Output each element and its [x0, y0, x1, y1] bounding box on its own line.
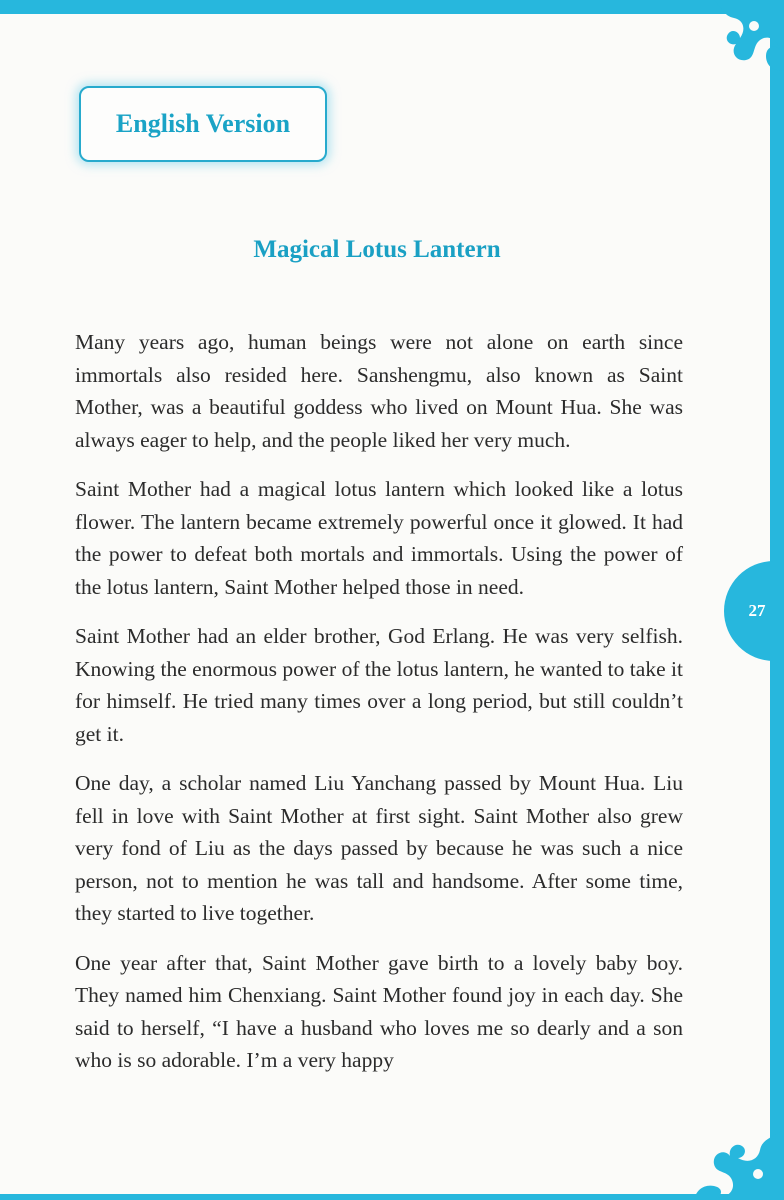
story-body: [75, 326, 683, 1094]
page-number-tab: [724, 561, 784, 661]
top-border: [0, 0, 784, 14]
corner-ornament-bottom-right: [674, 1090, 784, 1200]
version-label-box: [79, 86, 327, 162]
page-number: 27: [748, 601, 766, 620]
paragraph: Many years ago, human beings were not alone on earth since immortals also resided here. Sanshengmu, also known as Saint Mother, was a beautiful goddess who lived on Mount Hua. She was always eager to help, and the people liked her very much.: [75, 330, 683, 452]
paragraph: One day, a scholar named Liu Yanchang passed by Mount Hua. Liu fell in love with Saint Mother at first sight. Saint Mother also grew very fond of Liu as the days passed by because he was such a nice person, not to mention he was tall and handsome. After some time, they started to live together.: [75, 771, 683, 925]
bottom-border: [0, 1194, 784, 1200]
story-title: Magical Lotus Lantern: [253, 236, 501, 263]
corner-ornament-top-right: [674, 0, 784, 110]
paragraph: Saint Mother had a magical lotus lantern which looked like a lotus flower. The lantern became extremely powerful once it glowed. It had the power to defeat both mortals and immortals. Using the power of the lotus lantern, Saint Mother helped those in need.: [75, 477, 683, 599]
paragraph: Saint Mother had an elder brother, God Erlang. He was very selfish. Knowing the enormous power of the lotus lantern, he wanted to take it for himself. He tried many times over a long period, but still couldn’t get it.: [75, 624, 683, 746]
paragraph: One year after that, Saint Mother gave birth to a lovely baby boy. They named him Chenxiang. Saint Mother found joy in each day. She said to herself, “I have a husband who loves me so dearly and a son who is so adorable. I’m a very happy: [75, 950, 683, 1072]
version-label: English Version: [115, 109, 291, 138]
